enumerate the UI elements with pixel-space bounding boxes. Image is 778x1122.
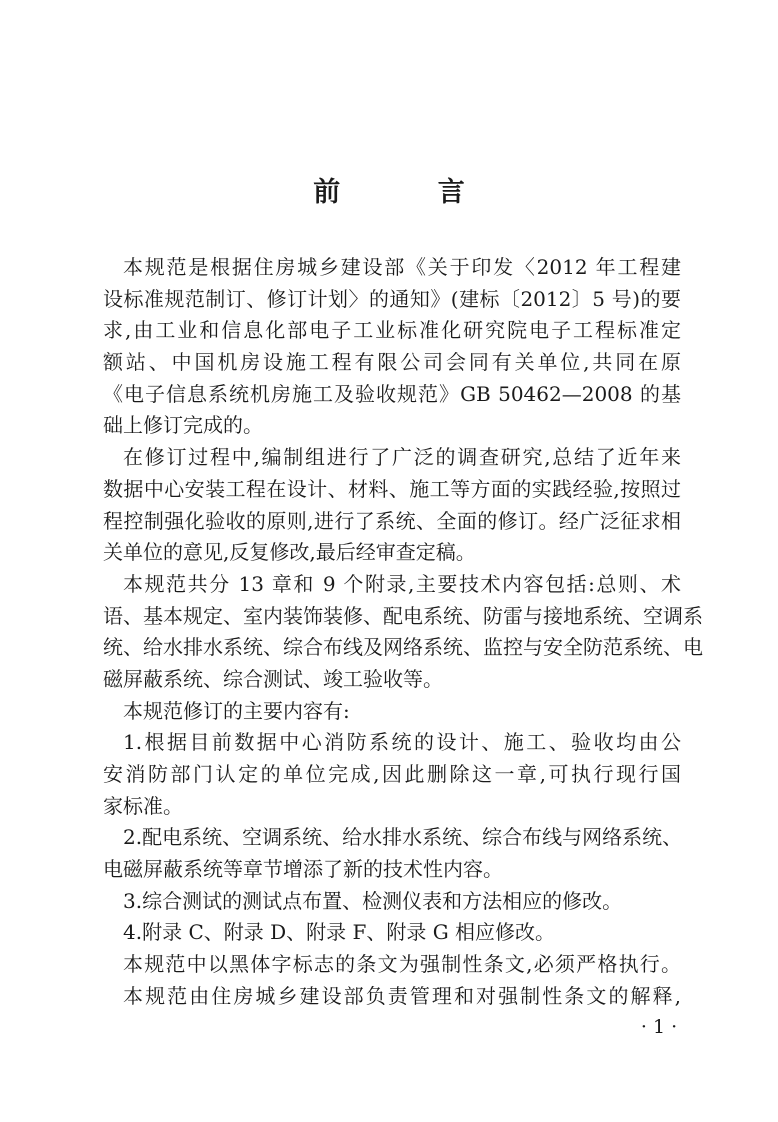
text-line: 磁屏蔽系统、综合测试、竣工验收等。 [103, 666, 443, 691]
text-line: 本规范中以黑体字标志的条文为强制性条文,必须严格执行。 [123, 952, 681, 977]
text-line: 1.根据目前数据中心消防系统的设计、施工、验收均由公 [123, 730, 681, 755]
text-line: 程控制强化验收的原则,进行了系统、全面的修订。经广泛征求相 [103, 508, 681, 533]
text-line: 在修订过程中,编制组进行了广泛的调查研究,总结了近年来 [123, 445, 681, 470]
text-line: 安消防部门认定的单位完成,因此删除这一章,可执行现行国 [103, 762, 681, 786]
text-line: 语、基本规定、室内装饰装修、配电系统、防雷与接地系统、空调系 [103, 603, 703, 628]
page-title: 前 言 [313, 177, 509, 208]
text-line: 家标准。 [103, 793, 183, 818]
preface-body [103, 252, 703, 1013]
text-line: 本规范修订的主要内容有: [123, 698, 350, 723]
text-line: 本规范共分 13 章和 9 个附录,主要技术内容包括:总则、术 [123, 571, 681, 596]
text-line: 4.附录 C、附录 D、附录 F、附录 G 相应修改。 [123, 920, 556, 945]
text-line: 统、给水排水系统、综合布线及网络系统、监控与安全防范系统、电 [103, 635, 703, 660]
text-line: 设标准规范制订、修订计划〉的通知》(建标〔2012〕5 号)的要 [103, 286, 681, 311]
text-line: 关单位的意见,反复修改,最后经审查定稿。 [103, 540, 476, 565]
text-line: 本规范由住房城乡建设部负责管理和对强制性条文的解释, [123, 983, 681, 1008]
text-line: 3.综合测试的测试点布置、检测仪表和方法相应的修改。 [123, 888, 623, 913]
text-line: 额站、中国机房设施工程有限公司会同有关单位,共同在原 [103, 350, 681, 375]
text-line: 2.配电系统、空调系统、给水排水系统、综合布线与网络系统、 [123, 825, 683, 850]
text-line: 求,由工业和信息化部电子工业标准化研究院电子工程标准定 [103, 318, 681, 343]
text-line: 数据中心安装工程在设计、材料、施工等方面的实践经验,按照过 [103, 476, 681, 501]
text-line: 电磁屏蔽系统等章节增添了新的技术性内容。 [103, 857, 503, 882]
page-number: · 1 · [640, 1016, 678, 1038]
text-line: 础上修订完成的。 [103, 413, 263, 438]
text-line: 《电子信息系统机房施工及验收规范》GB 50462—2008 的基 [103, 381, 681, 406]
text-line: 本规范是根据住房城乡建设部《关于印发〈2012 年工程建 [123, 255, 681, 279]
